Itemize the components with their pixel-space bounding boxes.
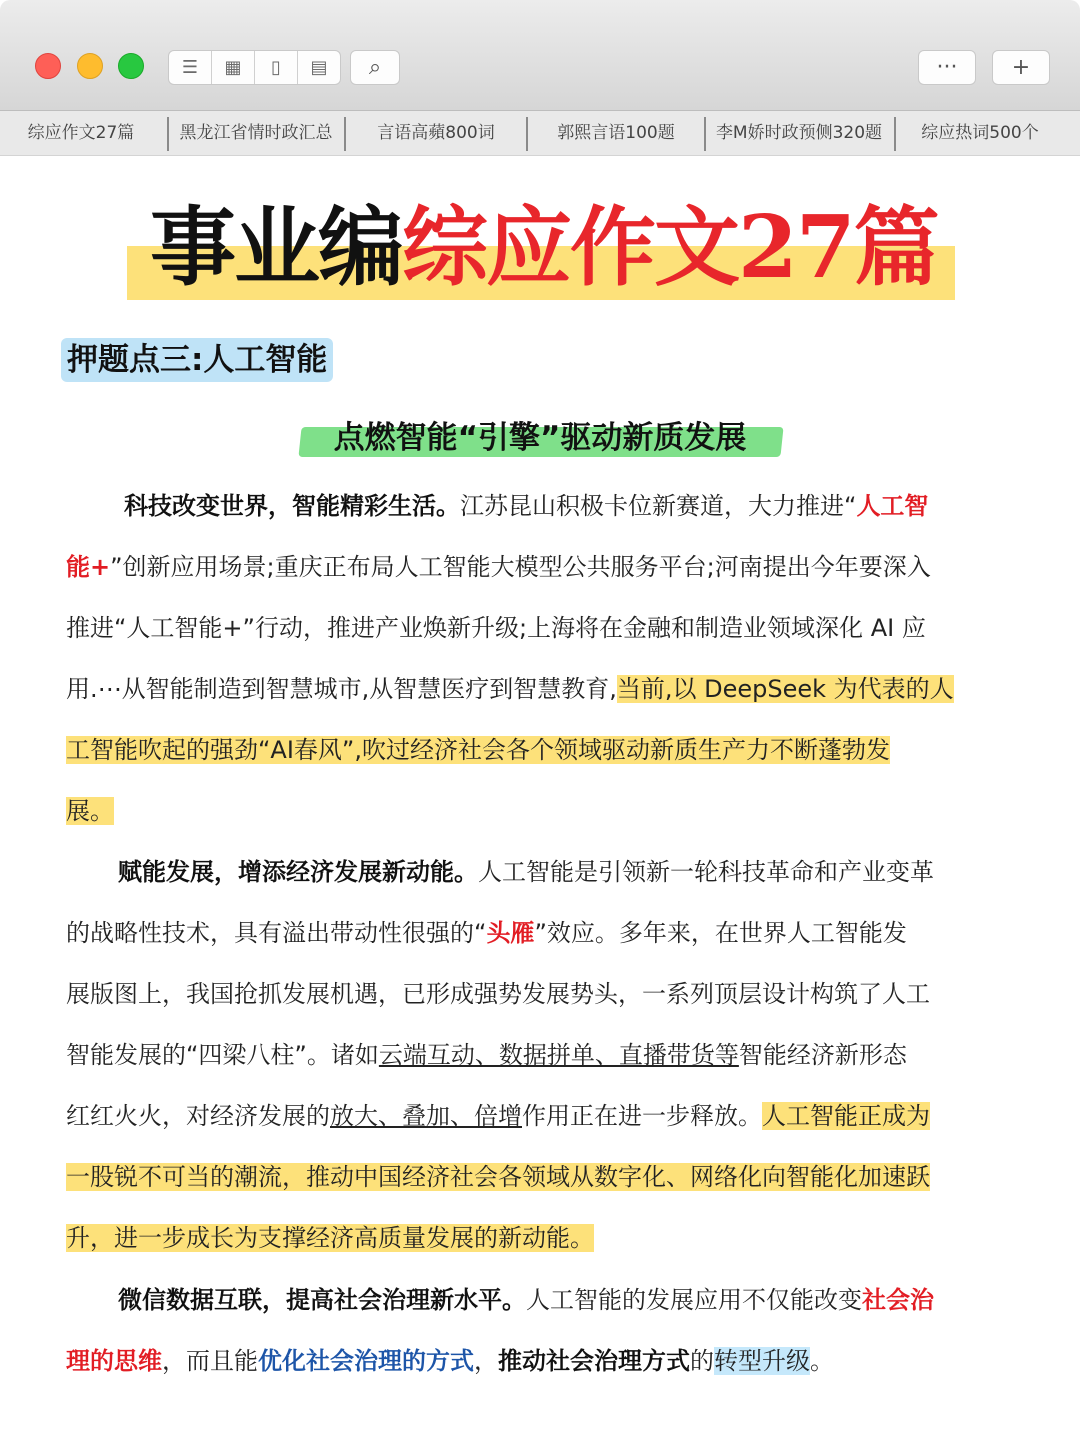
title-red-part: 综应作文27篇 [402, 197, 938, 298]
bookmark-item[interactable]: 郭熙言语100题 [557, 123, 675, 143]
paragraph-2-line: 赋能发展，增添经济发展新动能。人工智能是引领新一轮科技革命和产业变革 [118, 858, 934, 886]
paragraph-1-line: 展。 [66, 797, 114, 825]
section-label: 押题点三:人工智能 [61, 338, 333, 382]
paragraph-3-line: 微信数据互联，提高社会治理新水平。人工智能的发展应用不仅能改变社会治 [118, 1286, 934, 1314]
paragraph-1-line: 能+”创新应用场景;重庆正布局人工智能大模型公共服务平台;河南提出今年要深入 [66, 553, 931, 581]
paragraph-2-line: 升，进一步成长为支撑经济高质量发展的新动能。 [66, 1224, 594, 1252]
paragraph-1-line: 工智能吹起的强劲“AI春风”,吹过经济社会各个领域驱动新质生产力不断蓬勃发 [66, 736, 890, 764]
paragraph-1-line: 用.⋯从智能制造到智慧城市,从智慧医疗到智慧教育,当前,以 DeepSeek 为代表的人 [66, 675, 954, 703]
more-icon: ··· [936, 55, 958, 80]
grid-icon[interactable]: ▦ [212, 51, 255, 84]
bookmark-divider [526, 117, 528, 151]
bookmark-divider [344, 117, 346, 151]
list-icon[interactable]: ☰ [169, 51, 212, 84]
window-titlebar [0, 0, 1080, 111]
paragraph-1-line: 科技改变世界，智能精彩生活。江苏昆山积极卡位新赛道，大力推进“人工智 [124, 492, 929, 520]
paragraph-2-line: 展版图上，我国抢抓发展机遇，已形成强势发展势头，一系列顶层设计构筑了人工 [66, 980, 930, 1008]
bookmark-item[interactable]: 李M娇时政预侧320题 [715, 123, 883, 143]
paragraph-1-line: 推进“人工智能+”行动，推进产业焕新升级;上海将在金融和制造业领域深化 AI 应 [66, 614, 926, 642]
bookmark-item[interactable]: 黑龙江省情时政汇总 [179, 123, 333, 143]
view-switcher [168, 50, 341, 85]
paragraph-3-line: 理的思维，而且能优化社会治理的方式，推动社会治理方式的转型升级。 [66, 1347, 834, 1375]
bookmark-item[interactable]: 综应作文27篇 [27, 123, 135, 143]
search-icon: ⌕ [368, 55, 382, 80]
bookmark-item[interactable]: 言语高蘋800词 [377, 123, 495, 143]
bookmark-item[interactable]: 综应热词500个 [921, 123, 1039, 143]
paragraph-2-line: 一股锐不可当的潮流，推动中国经济社会各领域从数字化、网络化向智能化加速跃 [66, 1163, 930, 1191]
search-button[interactable] [350, 50, 400, 85]
paragraph-2-line: 的战略性技术，具有溢出带动性很强的“头雁”效应。多年来，在世界人工智能发 [66, 919, 907, 947]
title-black-part: 事业编 [150, 197, 402, 298]
page-title [150, 193, 938, 303]
paragraph-2-line: 红红火火，对经济发展的放大、叠加、倍增作用正在进一步释放。人工智能正成为 [66, 1102, 930, 1130]
essay-subtitle: 点燃智能“引擎”驱动新质发展 [333, 420, 747, 456]
bookmark-divider [167, 117, 169, 151]
map-icon[interactable]: ▯ [255, 51, 298, 84]
bookmarks-bar [0, 111, 1080, 156]
minimize-window-button[interactable] [77, 53, 103, 79]
plus-icon: + [1011, 55, 1031, 80]
more-button[interactable] [918, 50, 976, 85]
paragraph-2-line: 智能发展的“四梁八柱”。诸如云端互动、数据拼单、直播带货等智能经济新形态 [66, 1041, 907, 1069]
new-tab-button[interactable] [992, 50, 1050, 85]
close-window-button[interactable] [35, 53, 61, 79]
calendar-icon[interactable]: ▤ [310, 57, 328, 78]
bookmark-divider [894, 117, 896, 151]
zoom-window-button[interactable] [118, 53, 144, 79]
